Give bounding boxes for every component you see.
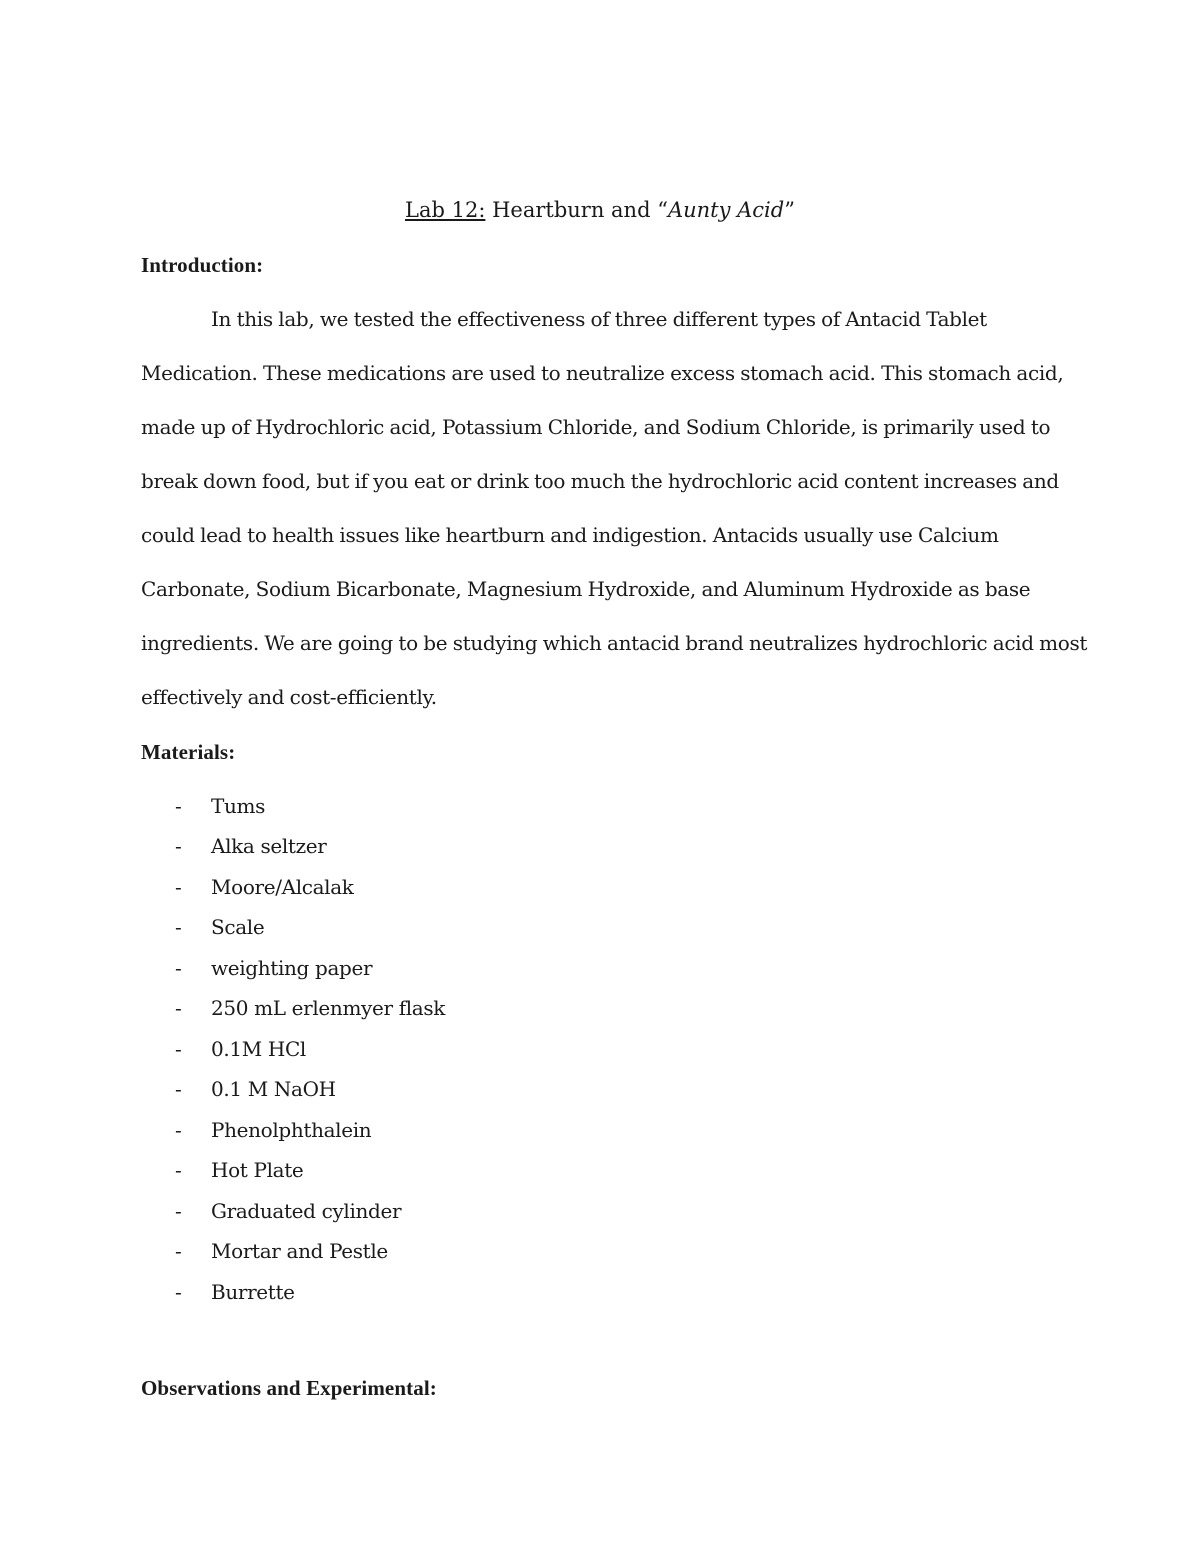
- list-item-text: Mortar and Pestle: [211, 1239, 388, 1263]
- list-item: [0, 994, 700, 1022]
- list-item-text: Tums: [211, 794, 266, 818]
- title-italic: Aunty Acid: [667, 198, 785, 222]
- list-item: [0, 1278, 700, 1306]
- intro-line: break down food, but if you eat or drink too much the hydrochloric acid content increases and: [141, 469, 1059, 493]
- list-item: [0, 1237, 700, 1265]
- intro-line: effectively and cost-efficiently.: [141, 685, 437, 709]
- list-item: [0, 1116, 700, 1144]
- list-bullet: -: [175, 1239, 182, 1263]
- list-item: [0, 1156, 700, 1184]
- list-item: [0, 954, 700, 982]
- title-lab-number: Lab 12:: [405, 198, 486, 222]
- list-bullet: -: [175, 996, 182, 1020]
- list-bullet: -: [175, 794, 182, 818]
- title-text: Heartburn and “: [485, 198, 668, 222]
- list-item: [0, 1035, 700, 1063]
- list-item-text: Moore/Alcalak: [211, 875, 354, 899]
- list-bullet: -: [175, 1280, 182, 1304]
- list-item-text: Alka seltzer: [211, 834, 327, 858]
- intro-line: could lead to health issues like heartburn and indigestion. Antacids usually use Calcium: [141, 523, 999, 547]
- list-bullet: -: [175, 915, 182, 939]
- intro-line: In this lab, we tested the effectiveness of three different types of Antacid Tablet: [211, 307, 987, 331]
- list-item-text: Graduated cylinder: [211, 1199, 402, 1223]
- intro-line: ingredients. We are going to be studying which antacid brand neutralizes hydrochloric acid most: [141, 631, 1088, 655]
- list-bullet: -: [175, 875, 182, 899]
- list-item: [0, 832, 700, 860]
- list-item-text: 250 mL erlenmyer flask: [211, 996, 446, 1020]
- list-bullet: -: [175, 1077, 182, 1101]
- list-item: [0, 1197, 700, 1225]
- intro-line: Medication. These medications are used to neutralize excess stomach acid. This stomach acid,: [141, 361, 1064, 385]
- list-bullet: -: [175, 1199, 182, 1223]
- list-bullet: -: [175, 956, 182, 980]
- title-closing-quote: ”: [784, 198, 795, 222]
- intro-line: Carbonate, Sodium Bicarbonate, Magnesium Hydroxide, and Aluminum Hydroxide as base: [141, 577, 1031, 601]
- document-title: [0, 196, 1200, 224]
- list-item: [0, 873, 700, 901]
- materials-heading: Materials:: [141, 740, 236, 764]
- list-item-text: Hot Plate: [211, 1158, 304, 1182]
- list-item-text: Phenolphthalein: [211, 1118, 372, 1142]
- list-item: [0, 913, 700, 941]
- list-bullet: -: [175, 1037, 182, 1061]
- list-item-text: 0.1M HCl: [211, 1037, 306, 1061]
- list-bullet: -: [175, 1158, 182, 1182]
- list-item: [0, 1075, 700, 1103]
- list-item-text: 0.1 M NaOH: [211, 1077, 336, 1101]
- list-item-text: weighting paper: [211, 956, 373, 980]
- list-item-text: Burrette: [211, 1280, 295, 1304]
- list-bullet: -: [175, 834, 182, 858]
- intro-line: made up of Hydrochloric acid, Potassium Chloride, and Sodium Chloride, is primarily used to: [141, 415, 1051, 439]
- list-bullet: -: [175, 1118, 182, 1142]
- list-item: [0, 792, 700, 820]
- introduction-heading: Introduction:: [141, 253, 264, 277]
- observations-heading: Observations and Experimental:: [141, 1376, 437, 1400]
- list-item-text: Scale: [211, 915, 265, 939]
